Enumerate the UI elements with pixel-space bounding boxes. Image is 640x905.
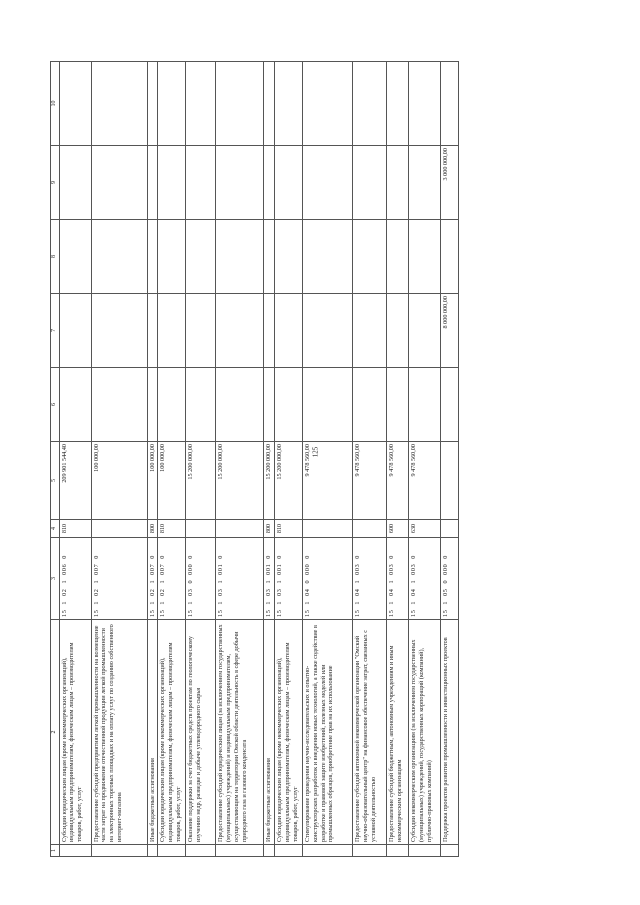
- code-part: 007: [159, 563, 167, 575]
- code-part: 03: [276, 588, 283, 596]
- table-row: [441, 62, 459, 857]
- amount-col5-cell: 100 000,00: [158, 442, 186, 520]
- expense-type-cell: 630: [409, 520, 441, 538]
- table-row: [59, 62, 91, 857]
- amount-col6-cell: [186, 368, 216, 442]
- column-header: 10: [51, 62, 60, 146]
- code-part: 1: [159, 600, 167, 605]
- amount-col5-cell: 100 000,00: [147, 442, 158, 520]
- code-part: 1: [60, 600, 68, 605]
- code-part: 15: [148, 609, 156, 617]
- code-part: 1: [410, 579, 417, 584]
- code-part: 0: [442, 579, 449, 584]
- row-number-cell: [59, 845, 91, 857]
- amount-col8-cell: [186, 220, 216, 294]
- amount-col6-cell: [91, 368, 147, 442]
- code-part: 1: [148, 579, 156, 584]
- code-part: 1: [265, 600, 273, 605]
- amount-col5-cell: 9 478 560,00: [353, 442, 387, 520]
- amount-col6-cell: [303, 368, 353, 442]
- amount-col8-cell: [275, 220, 303, 294]
- code-part: 15: [410, 609, 417, 617]
- amount-col7-cell: [275, 294, 303, 368]
- expense-type-cell: 800: [264, 520, 275, 538]
- item-name-cell: Поддержка проектов развития промышленности и инвестиционных проектов: [441, 620, 459, 845]
- code-part: 1: [354, 579, 361, 584]
- amount-col6-cell: [275, 368, 303, 442]
- code-part: 0: [304, 555, 311, 559]
- code-part: 1: [388, 579, 395, 584]
- code-part: 0: [410, 555, 417, 559]
- amount-col7-cell: 8 000 000,00: [441, 294, 459, 368]
- row-number-cell: [275, 845, 303, 857]
- code-part: 0: [388, 555, 395, 559]
- expense-type-cell: 600: [387, 520, 409, 538]
- amount-col9-cell: [264, 146, 275, 220]
- code-part: 1: [159, 579, 167, 584]
- code-part: 04: [304, 588, 311, 596]
- classification-code-cell: [275, 538, 303, 620]
- table-body: [59, 62, 459, 857]
- amount-col7-cell: [91, 294, 147, 368]
- amount-col9-cell: [275, 146, 303, 220]
- amount-col10-cell: [409, 62, 441, 146]
- code-part: 1: [276, 579, 283, 584]
- code-part: 000: [187, 563, 195, 575]
- amount-col9-cell: [353, 146, 387, 220]
- code-part: 15: [442, 609, 449, 617]
- code-part: 1: [217, 600, 225, 605]
- item-name-cell: Предоставление субсидий предприятиям легкой промышленности на возмещение части затрат на продвижение отечественной продукции легкой промышленности на электронных торговых площадках и на оплату услуг по созданию собственного интернет-магазина: [91, 620, 147, 845]
- code-part: 03: [217, 588, 225, 596]
- code-part: 05: [442, 588, 449, 596]
- code-part: 15: [304, 609, 311, 617]
- budget-table: [50, 61, 459, 857]
- table-row: [158, 62, 186, 857]
- amount-col8-cell: [264, 220, 275, 294]
- column-header: 3: [51, 538, 60, 620]
- amount-col6-cell: [409, 368, 441, 442]
- amount-col7-cell: [147, 294, 158, 368]
- amount-col9-cell: [216, 146, 264, 220]
- code-part: 001: [265, 563, 273, 575]
- code-part: 1: [304, 600, 311, 605]
- code-part: 003: [388, 563, 395, 575]
- amount-col5-cell: 15 200 000,00: [264, 442, 275, 520]
- row-number-cell: [387, 845, 409, 857]
- amount-col9-cell: [186, 146, 216, 220]
- column-header: 7: [51, 294, 60, 368]
- amount-col10-cell: [91, 62, 147, 146]
- code-part: 15: [388, 609, 395, 617]
- amount-col10-cell: [441, 62, 459, 146]
- table-row: [353, 62, 387, 857]
- row-number-cell: [409, 845, 441, 857]
- expense-type-cell: [303, 520, 353, 538]
- code-part: 1: [410, 600, 417, 605]
- amount-col7-cell: [387, 294, 409, 368]
- column-header: 1: [51, 845, 60, 857]
- amount-col9-cell: [59, 146, 91, 220]
- table-row: [387, 62, 409, 857]
- row-number-cell: [441, 845, 459, 857]
- amount-col7-cell: [216, 294, 264, 368]
- table-row: [264, 62, 275, 857]
- code-part: 007: [148, 563, 156, 575]
- code-part: 03: [187, 588, 195, 596]
- expense-type-cell: 810: [158, 520, 186, 538]
- classification-code-cell: [216, 538, 264, 620]
- table-row: [186, 62, 216, 857]
- code-part: 000: [304, 563, 311, 575]
- column-header: 6: [51, 368, 60, 442]
- item-name-cell: Субсидии юридическим лицам (кроме некоммерческих организаций), индивидуальным предпринимателям, физическим лицам – производителям товаров, работ, услуг: [59, 620, 91, 845]
- amount-col8-cell: [409, 220, 441, 294]
- amount-col10-cell: [264, 62, 275, 146]
- amount-col8-cell: [91, 220, 147, 294]
- amount-col7-cell: [158, 294, 186, 368]
- code-part: 1: [442, 600, 449, 605]
- classification-code-cell: [387, 538, 409, 620]
- code-part: 0: [442, 555, 449, 559]
- code-part: 001: [276, 563, 283, 575]
- row-number-cell: [303, 845, 353, 857]
- classification-code-cell: [264, 538, 275, 620]
- code-part: 003: [354, 563, 361, 575]
- amount-col10-cell: [147, 62, 158, 146]
- item-name-cell: Субсидии юридическим лицам (кроме некоммерческих организаций), индивидуальным предпринимателям, физическим лицам – производителям товаров, работ, услуг: [158, 620, 186, 845]
- expense-type-cell: 800: [147, 520, 158, 538]
- code-part: 02: [60, 588, 68, 596]
- amount-col5-cell: 15 200 000,00: [275, 442, 303, 520]
- code-part: 04: [388, 588, 395, 596]
- amount-col5-cell: [441, 442, 459, 520]
- amount-col6-cell: [441, 368, 459, 442]
- amount-col6-cell: [59, 368, 91, 442]
- amount-col7-cell: [186, 294, 216, 368]
- code-part: 1: [217, 579, 225, 584]
- amount-col5-cell: 15 200 000,00: [186, 442, 216, 520]
- code-part: 1: [92, 600, 100, 605]
- row-number-cell: [147, 845, 158, 857]
- column-header: 2: [51, 620, 60, 845]
- code-part: 02: [148, 588, 156, 596]
- code-part: 0: [276, 555, 283, 559]
- code-part: 1: [187, 600, 195, 605]
- code-part: 04: [410, 588, 417, 596]
- amount-col9-cell: 3 000 000,00: [441, 146, 459, 220]
- code-part: 03: [265, 588, 273, 596]
- item-name-cell: Стимулирование проведения научно-исследовательских и опытно-конструкторских разработок и внедрения новых технологий, а также содействие в разработке и правовой защите изобретений, полезных моделей или промышленных образцов, приобретение прав на их использование: [303, 620, 353, 845]
- code-part: 1: [92, 579, 100, 584]
- amount-col5-cell: 209 901 544,40: [59, 442, 91, 520]
- classification-code-cell: [158, 538, 186, 620]
- amount-col10-cell: [59, 62, 91, 146]
- amount-col9-cell: [409, 146, 441, 220]
- page-number: 125: [311, 446, 320, 458]
- table-row: [275, 62, 303, 857]
- table-row: [409, 62, 441, 857]
- amount-col7-cell: [59, 294, 91, 368]
- amount-col6-cell: [353, 368, 387, 442]
- code-part: 15: [187, 609, 195, 617]
- row-number-cell: [158, 845, 186, 857]
- amount-col6-cell: [387, 368, 409, 442]
- code-part: 02: [159, 588, 167, 596]
- row-number-cell: [264, 845, 275, 857]
- amount-col8-cell: [158, 220, 186, 294]
- amount-col8-cell: [216, 220, 264, 294]
- code-part: 0: [354, 555, 361, 559]
- row-number-cell: [186, 845, 216, 857]
- code-part: 007: [92, 563, 100, 575]
- expense-type-cell: 810: [275, 520, 303, 538]
- table-row: [216, 62, 264, 857]
- amount-col8-cell: [353, 220, 387, 294]
- expense-type-cell: [353, 520, 387, 538]
- code-part: 1: [60, 579, 68, 584]
- code-part: 1: [148, 600, 156, 605]
- code-part: 001: [217, 563, 225, 575]
- classification-code-cell: [303, 538, 353, 620]
- amount-col10-cell: [216, 62, 264, 146]
- code-part: 15: [159, 609, 167, 617]
- item-name-cell: Субсидии некоммерческим организациям (за исключением государственных (муниципальных) учреждений, государственных корпораций (компаний), публично-правовых компаний): [409, 620, 441, 845]
- classification-code-cell: [91, 538, 147, 620]
- expense-type-cell: [91, 520, 147, 538]
- amount-col7-cell: [409, 294, 441, 368]
- expense-type-cell: [186, 520, 216, 538]
- code-part: 15: [354, 609, 361, 617]
- code-part: 1: [388, 600, 395, 605]
- code-part: 1: [354, 600, 361, 605]
- amount-col9-cell: [387, 146, 409, 220]
- budget-table-sheet: [50, 62, 590, 857]
- item-name-cell: Оказание поддержки за счет бюджетных средств проектам по геологическому изучению недр, разведке и добыче углеводородного сырья: [186, 620, 216, 845]
- amount-col10-cell: [387, 62, 409, 146]
- code-part: 0: [265, 555, 273, 559]
- amount-col5-cell: 9 478 560,00: [409, 442, 441, 520]
- classification-code-cell: [147, 538, 158, 620]
- code-part: 0: [217, 555, 225, 559]
- amount-col7-cell: [353, 294, 387, 368]
- column-header: 8: [51, 220, 60, 294]
- code-part: 006: [60, 563, 68, 575]
- expense-type-cell: 810: [59, 520, 91, 538]
- code-part: 15: [265, 609, 273, 617]
- amount-col8-cell: [59, 220, 91, 294]
- code-part: 0: [60, 555, 68, 559]
- amount-col9-cell: [91, 146, 147, 220]
- code-part: 15: [60, 609, 68, 617]
- amount-col6-cell: [216, 368, 264, 442]
- code-part: 0: [304, 579, 311, 584]
- table-row: [147, 62, 158, 857]
- classification-code-cell: [186, 538, 216, 620]
- amount-col10-cell: [158, 62, 186, 146]
- code-part: 1: [276, 600, 283, 605]
- amount-col9-cell: [158, 146, 186, 220]
- classification-code-cell: [441, 538, 459, 620]
- code-part: 0: [187, 579, 195, 584]
- code-part: 0: [187, 555, 195, 559]
- table-row: [303, 62, 353, 857]
- code-part: 0: [148, 555, 156, 559]
- table-row: [91, 62, 147, 857]
- amount-col10-cell: [186, 62, 216, 146]
- classification-code-cell: [409, 538, 441, 620]
- amount-col5-cell: 9 478 560,00: [387, 442, 409, 520]
- item-name-cell: Иные бюджетные ассигнования: [264, 620, 275, 845]
- amount-col9-cell: [147, 146, 158, 220]
- amount-col8-cell: [387, 220, 409, 294]
- column-header: 9: [51, 146, 60, 220]
- amount-col7-cell: [303, 294, 353, 368]
- column-header: 5: [51, 442, 60, 520]
- item-name-cell: Предоставление субсидий автономной некоммерческой организации "Омский научно-образовательный центр" на финансовое обеспечение затрат, связанных с уставной деятельностью: [353, 620, 387, 845]
- row-number-cell: [216, 845, 264, 857]
- amount-col9-cell: [303, 146, 353, 220]
- classification-code-cell: [353, 538, 387, 620]
- code-part: 0: [92, 555, 100, 559]
- amount-col5-cell: 9 478 560,00: [303, 442, 353, 520]
- row-number-cell: [353, 845, 387, 857]
- amount-col10-cell: [353, 62, 387, 146]
- amount-col8-cell: [147, 220, 158, 294]
- amount-col5-cell: 15 200 000,00: [216, 442, 264, 520]
- column-header: 4: [51, 520, 60, 538]
- amount-col10-cell: [303, 62, 353, 146]
- code-part: 003: [410, 563, 417, 575]
- classification-code-cell: [59, 538, 91, 620]
- code-part: 1: [265, 579, 273, 584]
- item-name-cell: Субсидии юридическим лицам (кроме некоммерческих организаций), индивидуальным предпринимателям, физическим лицам – производителям товаров, работ, услуг: [275, 620, 303, 845]
- amount-col8-cell: [303, 220, 353, 294]
- amount-col7-cell: [264, 294, 275, 368]
- amount-col8-cell: [441, 220, 459, 294]
- table-header: [51, 62, 60, 857]
- code-part: 000: [442, 563, 449, 575]
- code-part: 15: [276, 609, 283, 617]
- amount-col10-cell: [275, 62, 303, 146]
- code-part: 15: [92, 609, 100, 617]
- code-part: 0: [159, 555, 167, 559]
- item-name-cell: Иные бюджетные ассигнования: [147, 620, 158, 845]
- amount-col5-cell: 100 000,00: [91, 442, 147, 520]
- item-name-cell: Предоставление субсидий юридическим лицам (за исключением государственных (муниципальных) учреждений) и индивидуальным предпринимателям, осуществляющим на территории Омской области деятельность в сфере добычи природного газа и газового конденсата: [216, 620, 264, 845]
- code-part: 15: [217, 609, 225, 617]
- code-part: 02: [92, 588, 100, 596]
- item-name-cell: Предоставление субсидий бюджетным, автономным учреждениям и иным некоммерческим организациям: [387, 620, 409, 845]
- amount-col6-cell: [264, 368, 275, 442]
- expense-type-cell: [216, 520, 264, 538]
- expense-type-cell: [441, 520, 459, 538]
- amount-col6-cell: [147, 368, 158, 442]
- amount-col6-cell: [158, 368, 186, 442]
- row-number-cell: [91, 845, 147, 857]
- code-part: 04: [354, 588, 361, 596]
